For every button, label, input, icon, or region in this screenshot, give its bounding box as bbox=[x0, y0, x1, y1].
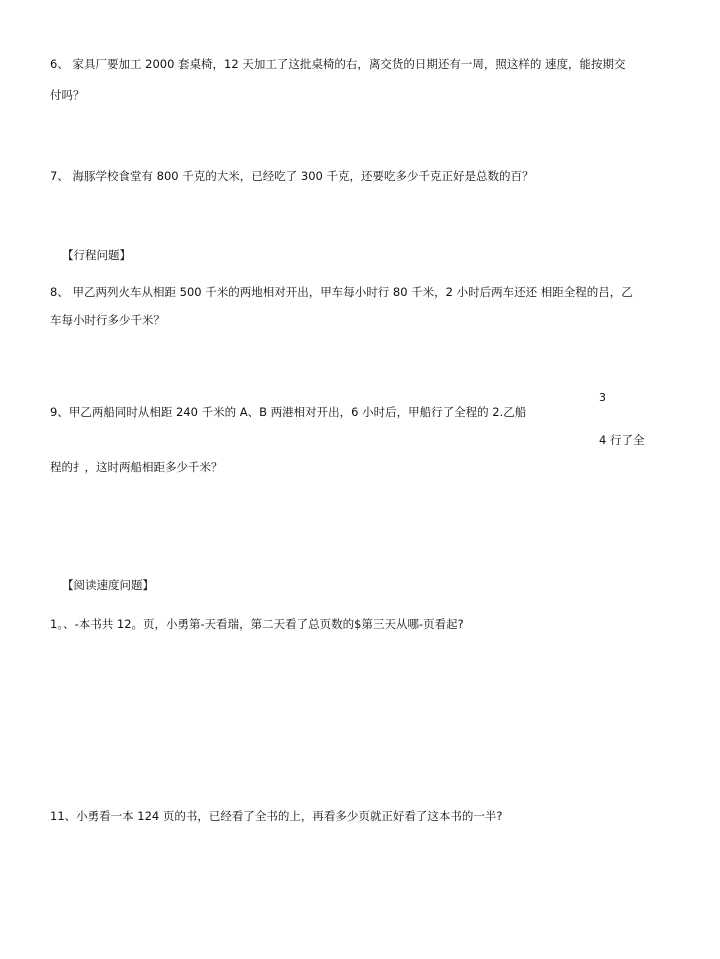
problem-9-line-2-right: 4 行了全 bbox=[599, 433, 645, 447]
section-heading-reading: 【阅读速度问题】 bbox=[62, 578, 154, 592]
section-heading-travel: 【行程问题】 bbox=[62, 248, 131, 262]
problem-11-line-1: 11、小勇看一本 124 页的书，已经看了全书的上，再看多少页就正好看了这本书的一半? bbox=[50, 809, 503, 823]
problem-9-fraction-numerator: 3 bbox=[599, 391, 606, 404]
problem-6-line-2: 付吗？ bbox=[50, 88, 85, 102]
problem-9-line-1: 9、甲乙两船同时从相距 240 千米的 A、B 两港相对开出，6 小时后，甲船行了全程的 2.乙船 bbox=[50, 405, 527, 419]
problem-8-line-2: 车每小时行多少千米？ bbox=[50, 313, 165, 327]
problem-10-line-1: 1。、-本书共 12。页，小勇第-天看瑞，第二天看了总页数的$第三天从哪-页看起? bbox=[50, 617, 464, 631]
problem-9-line-3: 程的扌，这时两船相距多少千米？ bbox=[50, 460, 223, 474]
problem-7-line-1: 7、 海豚学校食堂有 800 千克的大米，已经吃了 300 千克，还要吃多少千克正好是总数的百？ bbox=[50, 169, 534, 183]
problem-6-line-1: 6、 家具厂要加工 2000 套桌椅，12 天加工了这批桌椅的右，离交货的日期还有一周，照这样的 速度，能按期交 bbox=[50, 57, 626, 71]
problem-8-line-1: 8、 甲乙两列火车从相距 500 千米的两地相对开出，甲车每小时行 80 千米，2 小时后两车还还 相距全程的吕，乙 bbox=[50, 285, 633, 299]
